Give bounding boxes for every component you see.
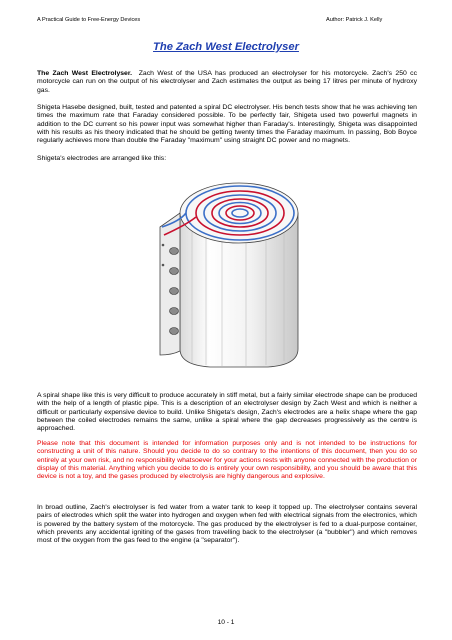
page-title: The Zach West Electrolyser <box>153 41 299 53</box>
paragraph-helix: A spiral shape like this is very difficult to produce accurately in stiff metal, but a fairly similar electrode shape can be produced with the help of a length of plastic pipe. This is a description of an electrolyser design by Zach West and which is neither a difficult or particularly expensive device to build. Unlike Shigeta's design, Zach's electrodes are a helix shape where the gap between the coiled electrodes remains the same, unlike a spiral where the gap decreases progressively as the centre is approached. <box>37 392 417 433</box>
header-right: Author: Patrick J. Kelly <box>326 17 383 23</box>
intro-text: Zach West of the USA has produced an electrolyser for his motorcycle. Zach's 250 cc motorcycle can run on the output of his electrolyser and Zach estimates the output as being 17 litres per minute of hydroxy gas. <box>37 70 417 94</box>
spiral-electrode-figure <box>150 169 310 379</box>
intro-heading: The Zach West Electrolyser. <box>37 70 133 77</box>
paragraph-outline: In broad outline, Zach's electrolyser is fed water from a water tank to keep it topped up. The electrolyser contains several pairs of electrodes which split the water into hydrogen and oxygen when fed with electrical signals from the electronics, which is powered by the battery system of the motorcycle. The gas produced by the electrolyser is fed to a dual-purpose container, which prevents any accidental igniting of the gases from travelling back to the electrolyser (a "bubbler") and which removes most of the oxygen from the gas feed to the engine (a "separator"). <box>37 504 417 545</box>
header-left: A Practical Guide to Free-Energy Devices <box>37 17 141 23</box>
paragraph-electrodes: Shigeta's electrodes are arranged like this: <box>37 155 167 162</box>
paragraph-disclaimer: Please note that this document is intended for information purposes only and is not intended to be instructions for constructing a unit of this nature. Should you decide to do so contrary to the intentions of this document, then you do so entirely at your own risk, and no responsibility whatsoever for your actions rests with anyone connected with the production or display of this material. Anything which you decide to do is entirely your own responsibility, and you should be aware that this device is not a toy, and the gases produced by electrolysis are highly dangerous and explosive. <box>37 440 417 481</box>
paragraph-intro <box>37 70 417 95</box>
paragraph-shigeta: Shigeta Hasebe designed, built, tested and patented a spiral DC electrolyser. His bench tests show that he was achieving ten times the maximum rate that Faraday considered possible. To be perfectly fair, Shigeta used two powerful magnets in addition to the DC current so his power input was somewhat higher than Faraday's. Interestingly, Shigeta was disappointed with his results as his theory indicated that he should be getting twenty times the Faraday maximum. In passing, Bob Boyce regularly achieves more than double the Faraday "maximum" using straight DC power and no magnets. <box>37 104 417 145</box>
page-number: 10 - 1 <box>217 619 235 626</box>
